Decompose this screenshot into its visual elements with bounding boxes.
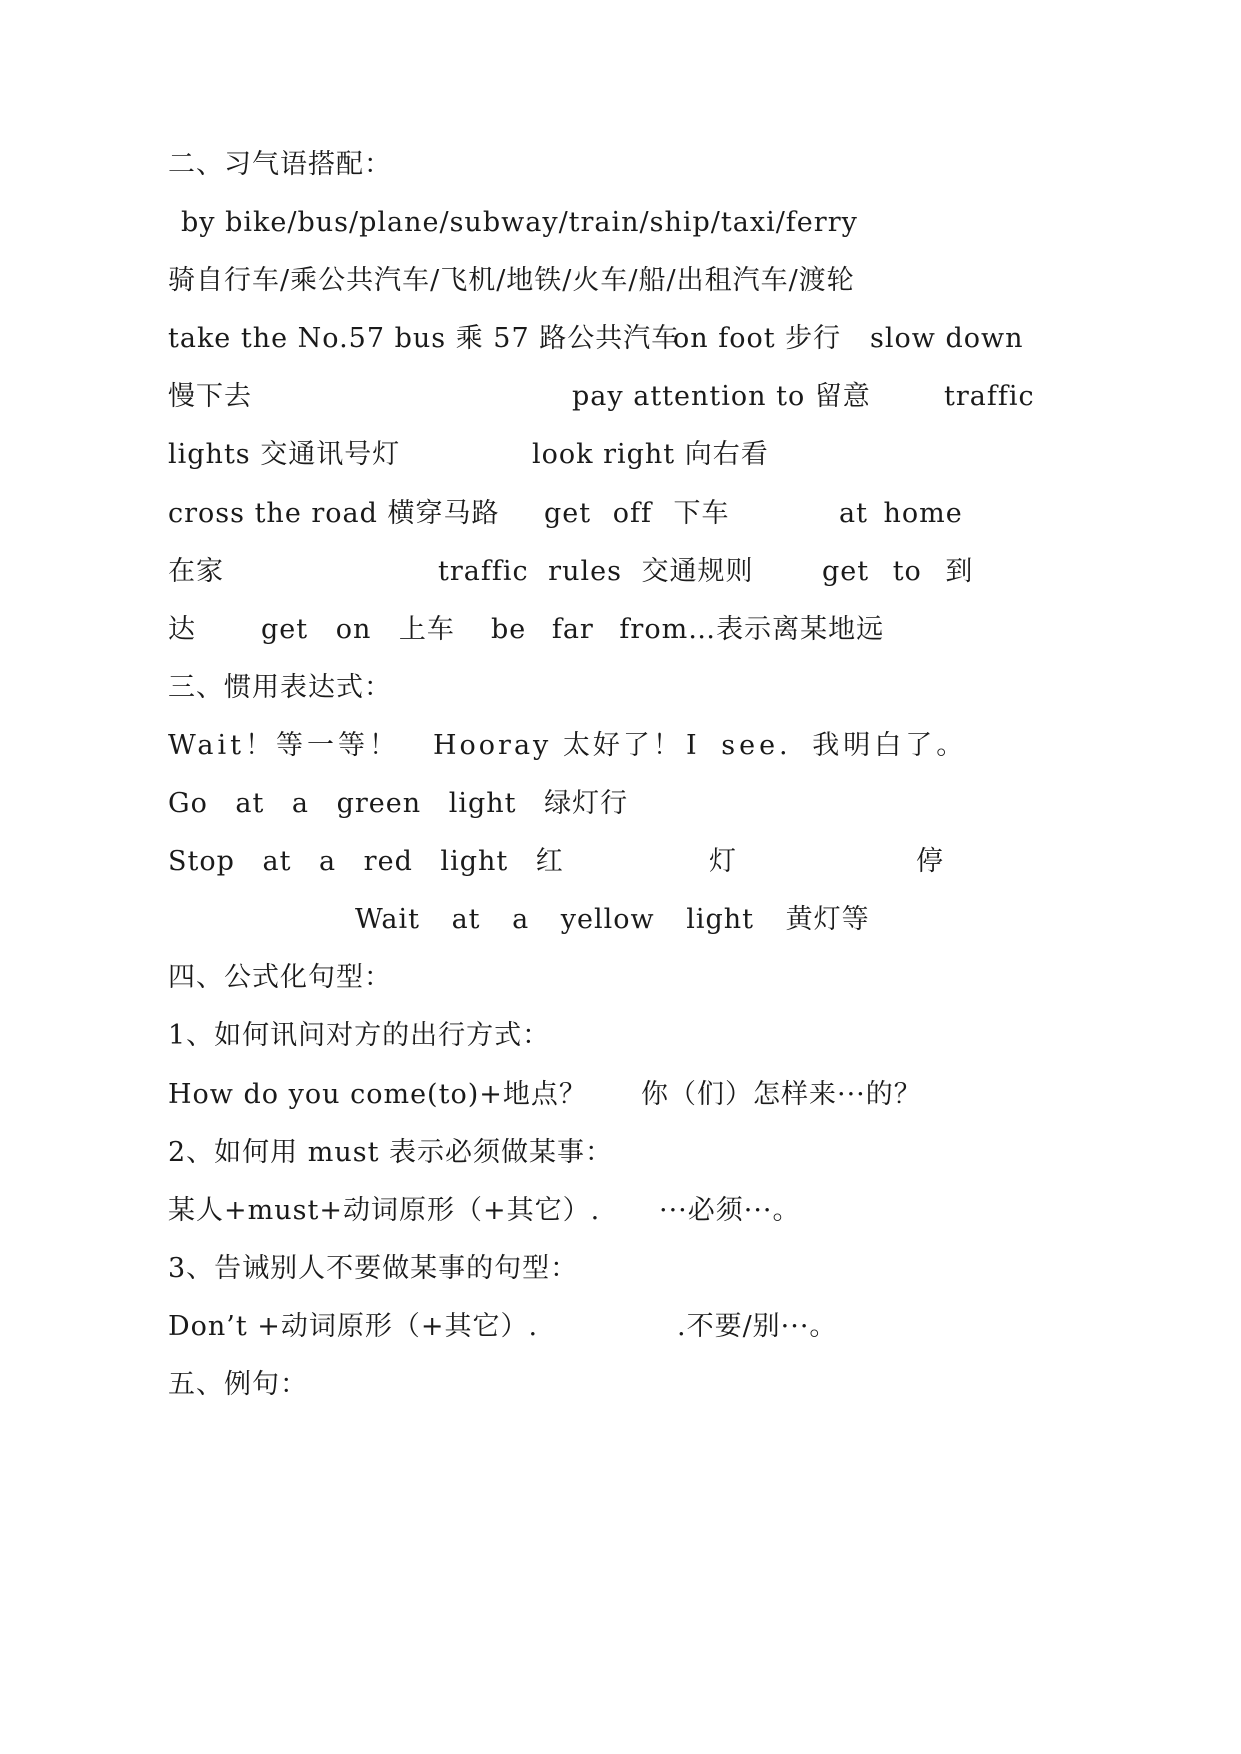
phrase-at-home: at home bbox=[839, 498, 963, 529]
phrase-take-bus: take the No.57 bus 乘 57 路公共汽车 bbox=[168, 323, 680, 354]
expr-hooray: Hooray 太好了！ bbox=[433, 730, 683, 761]
phrase-slow-down: slow down bbox=[870, 323, 1024, 354]
pattern3-title: 3、告诫别人不要做某事的句型： bbox=[168, 1253, 579, 1284]
pattern2-cn: ···必须···。 bbox=[659, 1195, 801, 1226]
expr-yellow-light: Wait at a yellow light 黄灯等 bbox=[355, 904, 870, 935]
section2-heading: 二、习气语搭配： bbox=[168, 149, 392, 180]
section5-heading: 五、例句： bbox=[168, 1369, 308, 1400]
pattern3-cn: .不要/别···。 bbox=[677, 1311, 838, 1342]
expr-green-light: Go at a green light 绿灯行 bbox=[168, 788, 629, 819]
pattern1-cn: 你（们）怎样来···的？ bbox=[641, 1079, 922, 1110]
phrase-traffic-lights: lights 交通讯号灯 bbox=[168, 439, 401, 470]
pattern2-en: 某人+must+动词原形（+其它）. bbox=[168, 1195, 601, 1226]
phrase-slow-down-cn: 慢下去 bbox=[168, 381, 252, 412]
phrase-on-foot: on foot 步行 bbox=[673, 323, 842, 354]
phrase-get-to-cn: 达 bbox=[168, 614, 196, 645]
section3-heading: 三、惯用表达式： bbox=[168, 672, 392, 703]
phrase-pay-attention: pay attention to 留意 bbox=[572, 381, 871, 412]
phrase-get-off: get off 下车 bbox=[544, 498, 730, 529]
section4-heading: 四、公式化句型： bbox=[168, 962, 392, 993]
phrase-traffic-rules: traffic rules 交通规则 bbox=[438, 556, 754, 587]
phrase-get-on: get on 上车 bbox=[261, 614, 455, 645]
pattern2-title: 2、如何用 must 表示必须做某事： bbox=[168, 1137, 614, 1168]
phrase-be-far-from: be far from…表示离某地远 bbox=[491, 614, 885, 645]
pattern3-en: Don’t +动词原形（+其它）. bbox=[168, 1311, 539, 1342]
pattern1-en: How do you come(to)+地点？ bbox=[168, 1079, 587, 1110]
phrase-get-to: get to 到 bbox=[822, 556, 974, 587]
phrase-at-home-cn: 在家 bbox=[168, 556, 224, 587]
transport-modes-cn: 骑自行车/乘公共汽车/飞机/地铁/火车/船/出租汽车/渡轮 bbox=[168, 265, 855, 296]
phrase-look-right: look right 向右看 bbox=[532, 439, 769, 470]
phrase-traffic: traffic bbox=[944, 381, 1035, 412]
expr-red-light: Stop at a red light 红 bbox=[168, 846, 564, 877]
expr-i-see: I see. 我明白了。 bbox=[686, 730, 968, 761]
transport-modes-en: by bike/bus/plane/subway/train/ship/taxi/ferry bbox=[181, 207, 858, 238]
pattern1-title: 1、如何讯问对方的出行方式： bbox=[168, 1020, 551, 1051]
phrase-cross-road: cross the road 横穿马路 bbox=[168, 498, 500, 529]
expr-red-light-stop: 停 bbox=[916, 846, 944, 877]
expr-wait: Wait！等一等！ bbox=[168, 730, 400, 761]
expr-red-light-lamp: 灯 bbox=[709, 846, 737, 877]
